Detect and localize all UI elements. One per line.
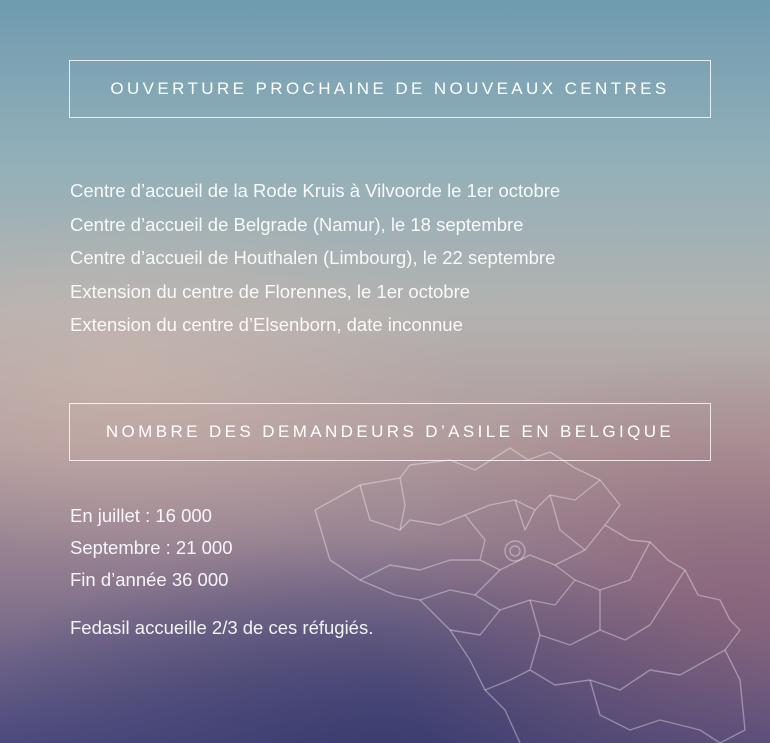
list-item: Fin d’année 36 000 [70, 569, 229, 590]
list-item: En juillet : 16 000 [70, 505, 212, 526]
section-title-opening: OUVERTURE PROCHAINE DE NOUVEAUX CENTRES [110, 79, 670, 98]
section-banner-opening [69, 60, 711, 118]
list-item: Centre d’accueil de la Rode Kruis à Vilvoorde le 1er octobre [70, 180, 561, 201]
section-title-asylum: NOMBRE DES DEMANDEURS D’ASILE EN BELGIQUE [105, 422, 675, 441]
asylum-stats-list [70, 500, 233, 596]
list-item: Centre d’accueil de Belgrade (Namur), le 18 septembre [70, 213, 524, 235]
list-item: Extension du centre de Florennes, le 1er octobre [70, 280, 471, 302]
list-item: Extension du centre d’Elsenborn, date inconnue [70, 314, 463, 335]
section-banner-asylum [69, 403, 711, 461]
list-item: Septembre : 21 000 [70, 537, 233, 558]
fedasil-note: Fedasil accueille 2/3 de ces réfugiés. [70, 617, 374, 638]
belgium-map-icon [300, 430, 770, 743]
centres-list [70, 174, 560, 342]
list-item: Centre d’accueil de Houthalen (Limbourg), le 22 septembre [70, 247, 556, 268]
